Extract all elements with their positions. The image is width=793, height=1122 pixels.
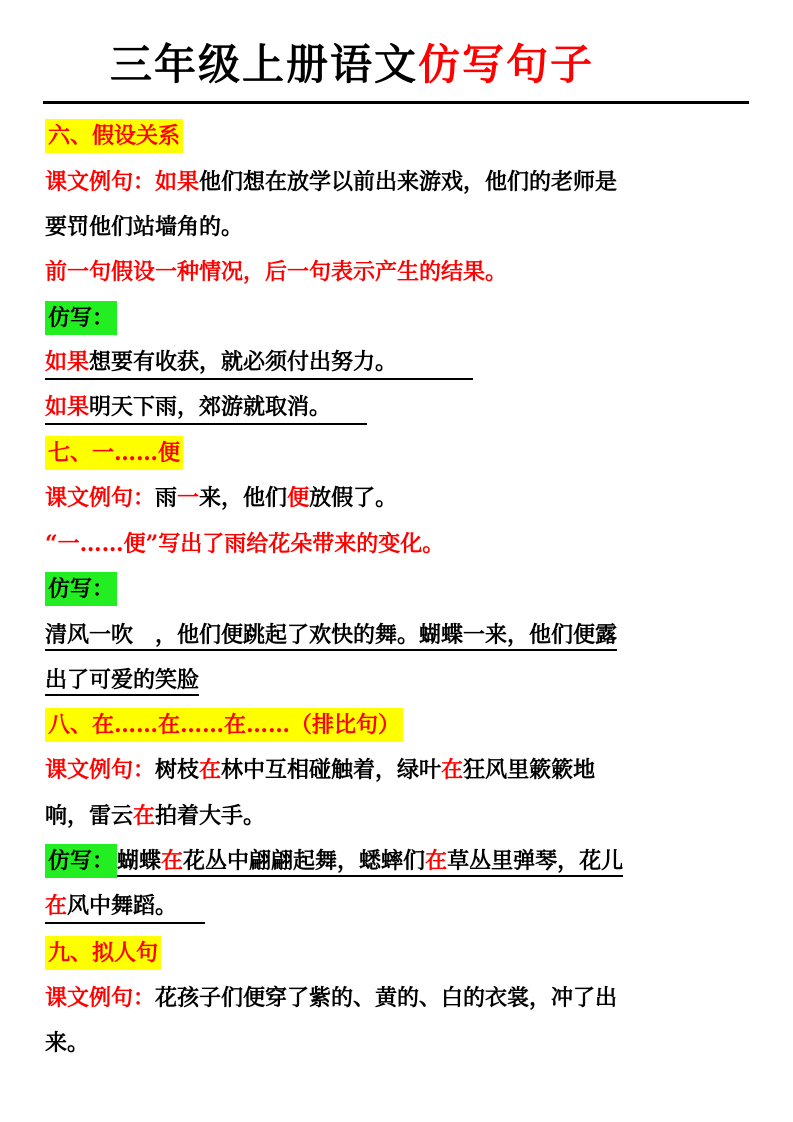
- section-7-note: “一……便”写出了雨给花朵带来的变化。: [45, 531, 445, 557]
- section-7-practice-label: 仿写：: [45, 576, 117, 604]
- section-6-practice-2: 如果明天下雨，郊游就取消。: [45, 394, 367, 425]
- section-8-example-line2: 响，雷云在拍着大手。: [45, 803, 266, 829]
- section-6-practice-1: 如果想要有收获，就必须付出努力。: [45, 349, 473, 380]
- section-6-heading: 六、假设关系: [45, 123, 183, 151]
- section-8-practice-line2: 在风中舞蹈。: [45, 893, 205, 924]
- title-black: 三年级上册语文: [110, 40, 419, 89]
- title-red: 仿写句子: [418, 40, 595, 89]
- section-6-practice-label: 仿写：: [45, 305, 117, 333]
- section-6-example-line1: 课文例句：如果他们想在放学以前出来游戏，他们的老师是: [45, 169, 618, 195]
- section-7-practice-line1: 清风一吹 ，他们便跳起了欢快的舞。蝴蝶一来，他们便露: [45, 622, 617, 650]
- section-6-note: 前一句假设一种情况，后一句表示产生的结果。: [45, 259, 508, 285]
- title-divider: [43, 101, 749, 104]
- page-title: [110, 40, 595, 89]
- section-8-practice-line1: 仿写： 蝴蝶在花丛中翩翩起舞，蟋蟀们在草丛里弹琴，花儿: [45, 848, 623, 876]
- section-7-heading: 七、一……便: [45, 440, 183, 468]
- section-6-example-line2: 要罚他们站墙角的。: [45, 214, 244, 240]
- section-9-example-line2: 来。: [45, 1030, 90, 1056]
- section-8-heading: 八、在……在……在……（排比句）: [45, 712, 403, 740]
- section-9-heading: 九、拟人句: [45, 940, 161, 968]
- section-7-example: 课文例句：雨一来，他们便放假了。: [45, 485, 398, 511]
- section-8-example-line1: 课文例句：树枝在林中互相碰触着，绿叶在狂风里簌簌地: [45, 757, 596, 783]
- section-9-example-line1: 课文例句：花孩子们便穿了紫的、黄的、白的衣裳，冲了出: [45, 985, 618, 1011]
- section-7-practice-line2: 出了可爱的笑脸: [45, 667, 199, 695]
